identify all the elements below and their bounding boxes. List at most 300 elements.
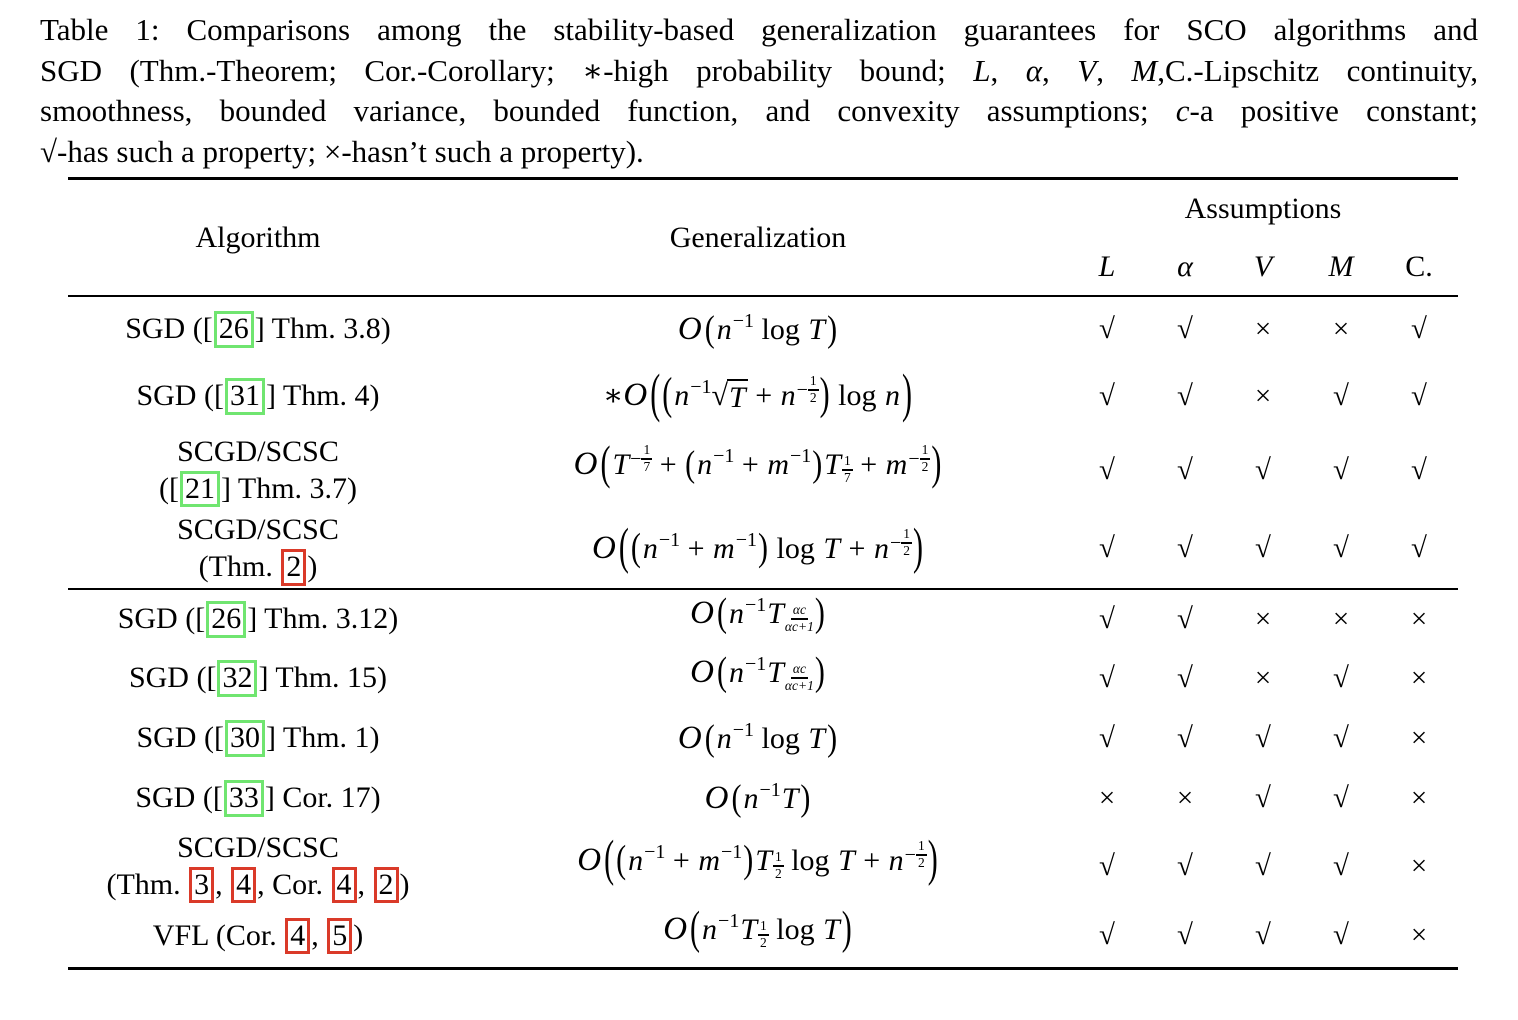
text-run: , — [311, 918, 327, 952]
internal-ref-link[interactable]: 2 — [281, 549, 306, 586]
column-header-assumptions: Assumptions — [1184, 192, 1342, 225]
radical-sign: √ — [711, 379, 728, 412]
fraction-denominator: 7 — [843, 469, 851, 485]
fraction-denominator: αc+1 — [784, 618, 814, 634]
math-superscript-fraction — [758, 919, 769, 950]
math-var: n — [702, 913, 718, 947]
assumption-mark-m-check: √ — [1333, 453, 1349, 486]
table-section-lower — [68, 590, 1458, 967]
math-text: ∗ — [603, 379, 624, 412]
math-text: + — [665, 843, 698, 877]
math-paren: ) — [819, 369, 830, 420]
text-run: (Thm. — [106, 867, 189, 901]
math-superscript: −1 — [718, 910, 740, 933]
text-run: , — [1042, 52, 1078, 88]
table-row — [68, 361, 1458, 431]
math-var: T — [612, 447, 630, 481]
assumption-mark-v-check: √ — [1255, 781, 1271, 814]
math-paren: ) — [814, 590, 825, 635]
assumption-mark-v-cross: × — [1254, 661, 1272, 694]
fraction — [758, 919, 769, 950]
assumption-mark-m-check: √ — [1333, 919, 1349, 951]
algorithm-label-line — [68, 659, 448, 697]
math-var: n — [716, 721, 732, 755]
text-run: ([ — [158, 471, 179, 505]
assumption-mark-alpha-check: √ — [1177, 661, 1193, 694]
assumption-mark-v-check: √ — [1255, 919, 1271, 951]
algorithm-label-line — [68, 310, 448, 348]
fraction-numerator: 1 — [920, 443, 931, 460]
big-O-symbol: O — [577, 841, 602, 878]
assumption-mark-l-check: √ — [1099, 379, 1115, 412]
algorithm-label-line — [68, 779, 448, 817]
citation-link[interactable]: 26 — [206, 601, 246, 638]
text-run: SGD (Thm.-Theorem; Cor.-Corollary; ∗-high probability bound; — [40, 52, 974, 88]
table-header — [68, 180, 1458, 295]
math-superscript: −1 — [658, 528, 681, 551]
assumption-mark-alpha-check: √ — [1177, 919, 1193, 951]
algorithm-label-line — [68, 600, 448, 638]
citation-link[interactable]: 26 — [214, 311, 254, 348]
fraction-denominator: 2 — [921, 458, 929, 474]
fraction-denominator: 2 — [809, 390, 817, 405]
math-var: n — [642, 531, 658, 565]
text-run: ] Thm. 3.12) — [247, 602, 399, 636]
math-paren: ) — [800, 776, 811, 819]
big-O-symbol: O — [677, 719, 702, 756]
algorithm-label-line — [68, 377, 448, 415]
algorithm-label-line — [68, 829, 448, 866]
math-superscript-fraction — [773, 850, 784, 881]
algorithm-label-line — [68, 470, 448, 508]
generalization-formula — [448, 590, 1068, 643]
math-var: m — [698, 843, 720, 877]
text-run: α — [1025, 52, 1043, 88]
math-paren: ( — [604, 830, 615, 887]
fraction — [773, 850, 784, 881]
generalization-formula — [448, 903, 1068, 959]
caption-line — [40, 91, 1478, 132]
internal-ref-link[interactable]: 2 — [374, 867, 399, 904]
math-paren: ) — [812, 443, 823, 485]
fraction-numerator: 1 — [808, 374, 819, 391]
minus-sign: − — [904, 843, 916, 866]
math-var: T — [755, 843, 772, 877]
algorithm-label-line — [68, 719, 448, 757]
text-run: , — [357, 867, 373, 901]
math-paren: ) — [827, 307, 838, 350]
assumption-mark-m-check: √ — [1333, 781, 1349, 814]
generalization-formula — [448, 776, 1068, 819]
caption-line — [40, 51, 1478, 92]
column-header-m: M — [1328, 249, 1354, 283]
math-var: n — [873, 531, 889, 565]
minus-sign: − — [630, 447, 642, 470]
citation-link[interactable]: 33 — [224, 780, 264, 817]
algorithm-label — [68, 779, 448, 817]
text-run: SGD ([ — [136, 379, 224, 413]
generalization-formula — [448, 716, 1068, 759]
math-var: m — [713, 531, 735, 565]
table-row — [68, 904, 1458, 967]
text-run: ,C.-Lipschitz continuity, — [1157, 52, 1479, 88]
math-paren: ( — [685, 443, 696, 485]
algorithm-label — [68, 829, 448, 904]
algorithm-label — [68, 600, 448, 638]
fraction-denominator: 2 — [774, 865, 782, 881]
table-row — [68, 828, 1458, 904]
text-run: ] Thm. 4) — [265, 379, 380, 413]
text-run: (Thm. — [198, 550, 281, 584]
text-run: ) — [353, 918, 364, 952]
assumption-mark-m-cross: × — [1332, 312, 1350, 345]
table-row — [68, 648, 1458, 708]
internal-ref-link[interactable]: 5 — [327, 918, 352, 955]
assumption-mark-m-check: √ — [1333, 661, 1349, 694]
text-run: smoothness, bounded variance, bounded function, and convexity assumptions; — [40, 93, 1176, 128]
math-paren: ) — [931, 436, 942, 490]
assumption-mark-m-check: √ — [1333, 532, 1349, 564]
assumption-mark-l-cross: × — [1098, 781, 1116, 814]
math-superscript: −1 — [790, 444, 812, 467]
assumption-mark-m-check: √ — [1333, 721, 1349, 754]
assumption-mark-alpha-check: √ — [1177, 721, 1193, 754]
big-O-symbol: O — [690, 653, 714, 690]
internal-ref-link[interactable]: 3 — [189, 867, 214, 904]
math-paren: ( — [600, 436, 611, 490]
assumption-mark-l-check: √ — [1099, 721, 1115, 754]
sqrt-argument: T — [729, 381, 746, 414]
math-var: n — [888, 843, 904, 877]
algorithm-label — [68, 719, 448, 757]
math-var: n — [716, 312, 732, 346]
fraction — [901, 527, 912, 558]
generalization-formula — [448, 518, 1068, 575]
minus-sign: − — [796, 379, 808, 401]
math-text: log — [754, 721, 808, 755]
math-superscript: −1 — [744, 593, 767, 616]
assumption-mark-alpha-check: √ — [1177, 379, 1193, 412]
assumption-mark-m-check: √ — [1333, 849, 1349, 882]
big-O-symbol: O — [677, 310, 702, 347]
fraction-denominator: 2 — [917, 854, 925, 870]
citation-link[interactable]: 32 — [217, 660, 257, 697]
math-text: log — [830, 379, 884, 412]
math-var: m — [885, 447, 908, 481]
math-paren: ( — [731, 776, 742, 819]
table-row — [68, 590, 1458, 648]
fraction-numerator: 1 — [773, 850, 784, 867]
math-text: + — [652, 447, 685, 481]
text-run: SCGD/SCSC — [177, 513, 339, 547]
math-superscript: −1 — [690, 376, 712, 398]
assumption-mark-l-check: √ — [1099, 532, 1115, 564]
text-run: L — [973, 52, 991, 88]
fraction-denominator: αc+1 — [784, 677, 814, 693]
math-var: T — [767, 596, 784, 630]
math-paren: ) — [927, 830, 938, 887]
math-paren: ( — [630, 526, 641, 569]
math-paren: ( — [662, 369, 673, 420]
algorithm-label — [68, 310, 448, 348]
big-O-symbol: O — [592, 529, 616, 566]
assumption-mark-c-cross: × — [1410, 919, 1428, 951]
math-var: n — [884, 379, 900, 412]
math-paren: ( — [716, 590, 727, 635]
math-var: n — [743, 781, 759, 815]
fraction-numerator: 1 — [641, 443, 652, 460]
text-run: SGD ([ — [128, 661, 217, 695]
math-superscript: −1 — [644, 840, 666, 863]
algorithm-label — [68, 433, 448, 508]
math-var: n — [728, 655, 744, 689]
fraction-denominator: 2 — [903, 542, 910, 558]
assumption-mark-v-cross: × — [1254, 312, 1272, 345]
assumption-mark-l-check: √ — [1099, 661, 1115, 694]
math-text: + — [841, 531, 873, 565]
comparison-table — [68, 177, 1458, 970]
table-section-upper — [68, 297, 1458, 588]
algorithm-label-line — [68, 917, 448, 955]
math-superscript: −1 — [721, 840, 743, 863]
fraction-numerator: αc — [791, 603, 808, 620]
column-header-l: L — [1098, 249, 1116, 283]
math-var: n — [728, 596, 744, 630]
math-var: n — [674, 379, 690, 412]
text-run: , — [990, 52, 1026, 88]
text-run: Table 1: Comparisons among the stability-based generalization guarantees for SCO algorithms and — [40, 12, 1478, 47]
math-superscript-fraction — [785, 662, 814, 693]
fraction — [641, 443, 652, 474]
fraction-numerator: 1 — [916, 839, 927, 856]
big-O-symbol: O — [663, 911, 688, 948]
big-O-symbol: O — [704, 779, 729, 816]
assumption-mark-alpha-cross: × — [1176, 781, 1194, 814]
assumption-mark-v-check: √ — [1255, 721, 1271, 754]
assumption-mark-c-cross: × — [1410, 661, 1428, 694]
fraction — [920, 443, 931, 474]
assumption-mark-v-cross: × — [1254, 602, 1272, 635]
math-text: + — [734, 447, 767, 481]
big-O-symbol: O — [573, 445, 598, 482]
math-var: T — [823, 913, 840, 947]
assumption-mark-alpha-check: √ — [1177, 602, 1193, 635]
text-run: SCGD/SCSC — [177, 434, 339, 468]
fraction — [916, 839, 927, 870]
text-run: VFL (Cor. — [152, 918, 285, 952]
text-run: ] Cor. 17) — [264, 781, 381, 815]
text-run: -a positive constant; — [1189, 93, 1478, 128]
citation-link[interactable]: 31 — [225, 378, 265, 415]
assumption-mark-v-cross: × — [1254, 379, 1272, 412]
math-text: log — [754, 312, 808, 346]
fraction — [842, 454, 853, 485]
math-var: T — [808, 721, 826, 755]
assumption-mark-c-check: √ — [1411, 379, 1427, 412]
math-var: n — [780, 379, 796, 412]
algorithm-label — [68, 659, 448, 697]
assumption-mark-v-check: √ — [1255, 849, 1271, 882]
table-row — [68, 708, 1458, 768]
fraction — [808, 374, 819, 405]
sqrt-expression — [712, 379, 748, 415]
text-run: SCGD/SCSC — [177, 830, 339, 864]
assumption-mark-alpha-check: √ — [1177, 532, 1193, 564]
text-run: SGD ([ — [136, 721, 224, 755]
math-paren: ) — [841, 903, 852, 955]
math-text: + — [680, 531, 713, 565]
math-paren: ) — [912, 518, 923, 575]
math-paren: ( — [716, 649, 727, 694]
fraction — [785, 603, 814, 634]
assumption-mark-l-check: √ — [1099, 919, 1115, 951]
math-text: log — [769, 531, 823, 565]
math-text: log — [783, 843, 838, 877]
algorithm-label — [68, 511, 448, 586]
text-run: √-has such a property; ×-hasn’t such a property). — [40, 133, 644, 169]
minus-sign: − — [908, 447, 920, 470]
math-superscript: −1 — [713, 444, 735, 467]
assumption-mark-l-check: √ — [1099, 312, 1115, 345]
internal-ref-link[interactable]: 4 — [332, 867, 357, 904]
algorithm-label-line — [68, 511, 448, 548]
generalization-formula — [448, 307, 1068, 350]
table-bottom-rule — [68, 967, 1458, 970]
big-O-symbol: O — [690, 594, 714, 631]
assumption-mark-l-check: √ — [1099, 849, 1115, 882]
math-paren: ) — [901, 364, 912, 424]
math-superscript-fraction — [797, 374, 819, 405]
math-var: T — [740, 913, 758, 947]
math-superscript: −1 — [759, 778, 781, 801]
math-text: + — [855, 843, 888, 877]
math-var: T — [808, 312, 826, 346]
text-run: ) — [399, 867, 410, 901]
text-run: ] Thm. 15) — [258, 661, 388, 695]
math-paren: ( — [618, 518, 629, 575]
assumption-mark-c-check: √ — [1411, 312, 1427, 345]
fraction-numerator: αc — [791, 662, 808, 679]
table-row — [68, 768, 1458, 828]
internal-ref-link[interactable]: 4 — [285, 918, 310, 955]
math-paren: ( — [616, 838, 627, 882]
assumption-mark-m-check: √ — [1333, 379, 1349, 412]
math-paren: ( — [704, 716, 715, 759]
assumption-mark-l-check: √ — [1099, 453, 1115, 486]
generalization-formula — [448, 649, 1068, 702]
math-superscript: −1 — [732, 309, 755, 332]
math-superscript: −1 — [744, 652, 767, 675]
citation-link[interactable]: 30 — [225, 720, 265, 757]
text-run: c — [1175, 93, 1190, 128]
math-paren: ( — [690, 903, 701, 955]
assumption-mark-v-check: √ — [1255, 532, 1271, 564]
column-header-v: V — [1253, 249, 1273, 283]
fraction-denominator: 2 — [760, 935, 767, 950]
math-paren: ) — [743, 838, 754, 882]
citation-link[interactable]: 21 — [180, 471, 220, 508]
algorithm-label-line — [68, 866, 448, 904]
text-run: M — [1131, 52, 1158, 88]
assumption-mark-m-cross: × — [1332, 602, 1350, 635]
text-run: SGD ([ — [135, 781, 223, 815]
math-paren: ) — [827, 716, 838, 759]
text-run: SGD ([ — [125, 312, 213, 346]
math-var: m — [767, 447, 789, 481]
column-header-algorithm: Algorithm — [195, 220, 321, 254]
fraction-numerator: 1 — [901, 527, 912, 544]
minus-sign: − — [889, 531, 902, 554]
math-superscript: −1 — [735, 528, 757, 551]
assumption-mark-c-cross: × — [1410, 721, 1428, 754]
table-row — [68, 431, 1458, 509]
generalization-formula — [448, 830, 1068, 890]
column-header-generalization: Generalization — [669, 220, 847, 254]
math-text: + — [747, 379, 780, 412]
math-superscript-fraction — [890, 527, 912, 558]
algorithm-label-line — [68, 548, 448, 586]
assumption-mark-v-check: √ — [1255, 453, 1271, 486]
math-superscript: −1 — [732, 718, 755, 741]
math-var: T — [823, 531, 841, 565]
generalization-formula — [448, 364, 1068, 424]
assumption-mark-l-check: √ — [1099, 602, 1115, 635]
table-row — [68, 297, 1458, 361]
math-var: n — [628, 843, 644, 877]
math-paren: ) — [758, 526, 768, 569]
math-var: T — [824, 447, 841, 481]
column-header-alpha: α — [1177, 249, 1193, 283]
assumption-mark-alpha-check: √ — [1177, 849, 1193, 882]
fraction-numerator: 1 — [842, 454, 853, 471]
assumption-mark-c-check: √ — [1411, 453, 1427, 486]
text-run: , — [1096, 52, 1132, 88]
math-var: n — [697, 447, 713, 481]
column-header-c: C. — [1405, 249, 1433, 283]
fraction-numerator: 1 — [758, 919, 769, 936]
math-paren: ( — [650, 364, 661, 424]
fraction-denominator: 7 — [643, 458, 651, 474]
math-var: T — [838, 843, 855, 877]
caption-line — [40, 132, 1478, 173]
text-run: ] Thm. 3.8) — [254, 312, 391, 346]
fraction — [785, 662, 814, 693]
math-var: T — [781, 781, 799, 815]
text-run: ] Thm. 1) — [265, 721, 380, 755]
internal-ref-link[interactable]: 4 — [231, 867, 256, 904]
text-run: , Cor. — [257, 867, 331, 901]
table-caption — [40, 10, 1478, 172]
text-run: ) — [307, 550, 318, 584]
caption-line — [40, 10, 1478, 51]
table-row — [68, 509, 1458, 588]
assumption-mark-c-check: √ — [1411, 532, 1427, 564]
text-run: ] Thm. 3.7) — [220, 471, 358, 505]
assumption-mark-c-cross: × — [1410, 849, 1428, 882]
assumption-mark-alpha-check: √ — [1177, 312, 1193, 345]
text-run: , — [215, 867, 231, 901]
math-superscript-fraction — [785, 603, 814, 634]
math-superscript-fraction — [908, 443, 930, 474]
text-run: SGD ([ — [117, 602, 206, 636]
generalization-formula — [448, 436, 1068, 494]
big-O-symbol: O — [623, 377, 648, 413]
algorithm-label — [68, 917, 448, 955]
algorithm-label-line — [68, 433, 448, 470]
assumption-mark-alpha-check: √ — [1177, 453, 1193, 486]
math-paren: ) — [814, 649, 825, 694]
text-run: V — [1077, 52, 1097, 88]
